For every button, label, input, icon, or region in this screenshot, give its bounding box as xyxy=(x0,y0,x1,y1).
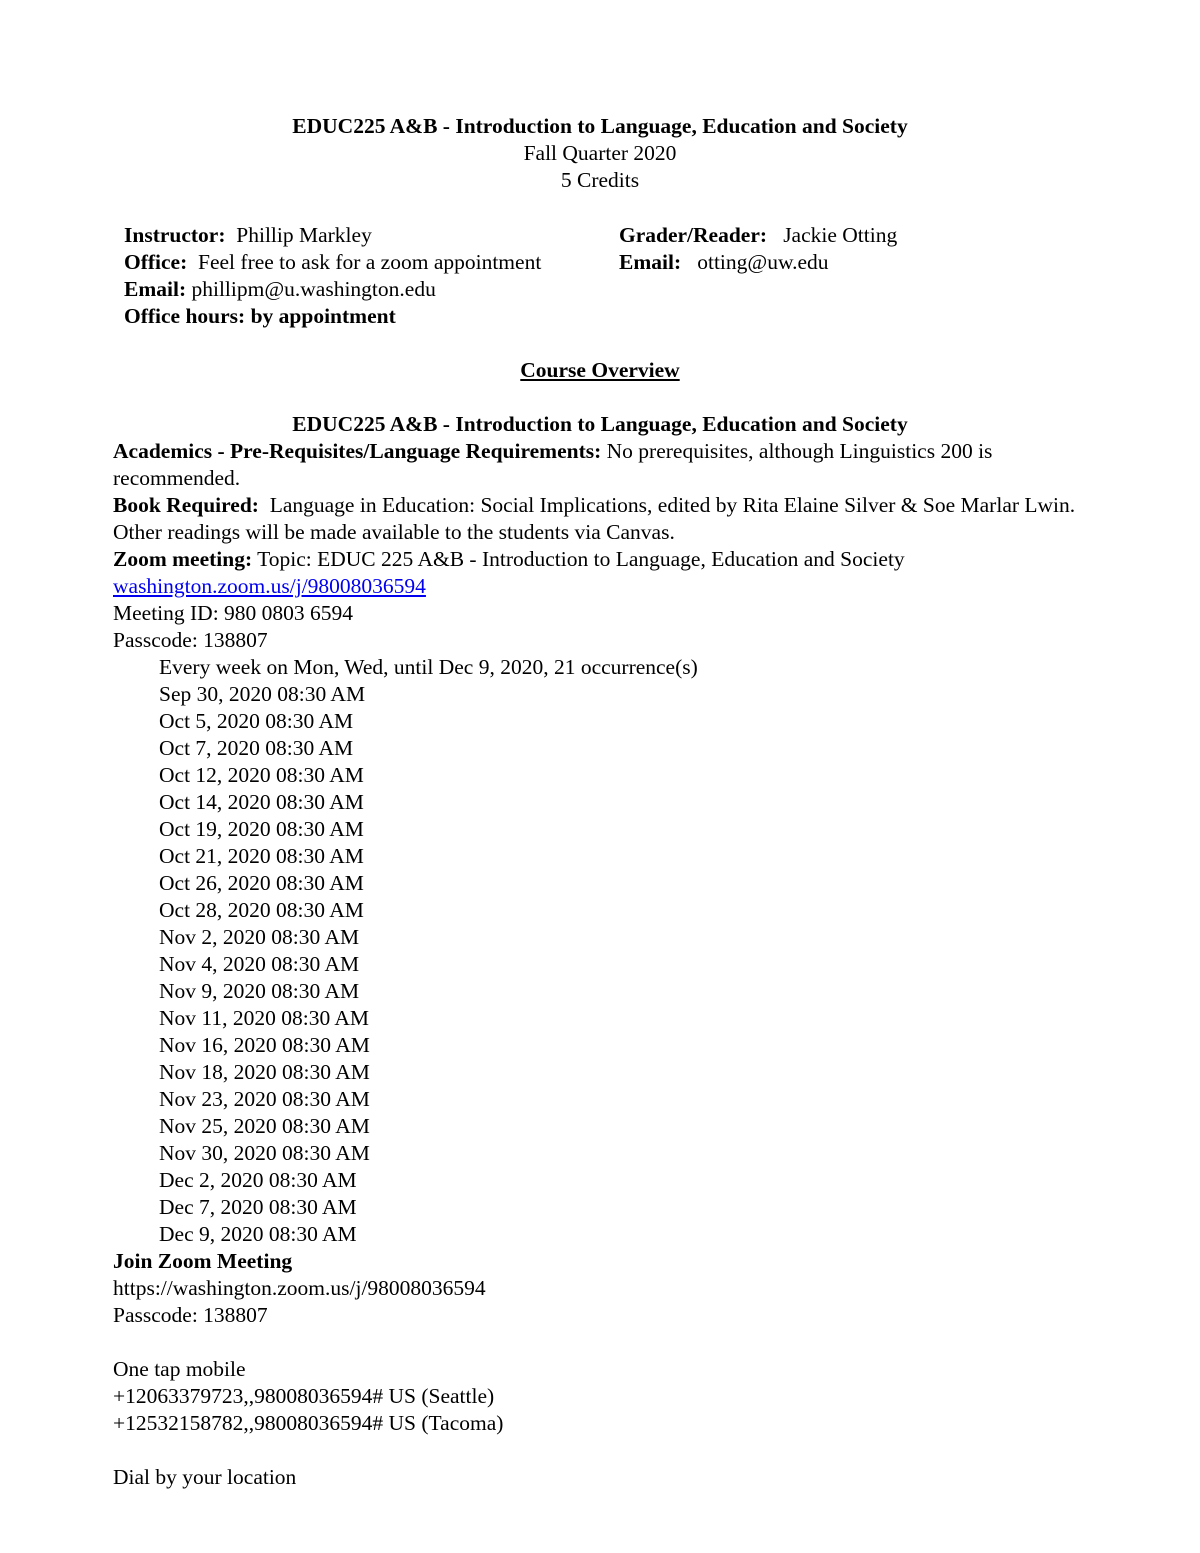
title-block xyxy=(0,113,1200,194)
one-tap-number: +12532158782,,98008036594# US (Tacoma) xyxy=(113,1411,504,1435)
credits: 5 Credits xyxy=(560,168,640,192)
occurrence-item: Oct 28, 2020 08:30 AM xyxy=(159,898,364,922)
grader-email: Email: otting@uw.edu xyxy=(619,250,829,274)
occurrence-item: Oct 26, 2020 08:30 AM xyxy=(159,871,364,895)
course-overview xyxy=(113,411,1093,1491)
grader: Grader/Reader: Jackie Otting xyxy=(619,223,898,247)
occurrence-item: Sep 30, 2020 08:30 AM xyxy=(159,682,366,706)
contact-row xyxy=(124,303,1124,330)
join-url: https://washington.zoom.us/j/98008036594 xyxy=(113,1276,486,1300)
occurrence-item: Nov 2, 2020 08:30 AM xyxy=(159,925,360,949)
quarter: Fall Quarter 2020 xyxy=(523,141,677,165)
book-required: Book Required: Language in Education: Social Implications, edited by Rita Elaine Silver & Soe Marlar Lwin. Other readings will be made available to the students via Canvas. xyxy=(113,493,1076,544)
occurrence-item: Nov 23, 2020 08:30 AM xyxy=(159,1087,370,1111)
section-heading: Course Overview xyxy=(520,358,680,382)
occurrence-item: Nov 30, 2020 08:30 AM xyxy=(159,1141,370,1165)
contact-row xyxy=(124,276,1124,303)
office: Office: Feel free to ask for a zoom appointment xyxy=(124,250,542,274)
instructor: Instructor: Phillip Markley xyxy=(124,223,372,247)
contact-row xyxy=(124,222,1124,249)
recurrence: Every week on Mon, Wed, until Dec 9, 2020, 21 occurrence(s) xyxy=(159,655,698,679)
occurrence-item: Oct 5, 2020 08:30 AM xyxy=(159,709,354,733)
spacer xyxy=(113,1329,1093,1356)
occurrence-item: Nov 4, 2020 08:30 AM xyxy=(159,952,360,976)
zoom-meeting: Zoom meeting: Topic: EDUC 225 A&B - Introduction to Language, Education and Society xyxy=(113,547,905,571)
contact-block xyxy=(124,222,1124,330)
occurrence-item: Nov 11, 2020 08:30 AM xyxy=(159,1006,370,1030)
occurrence-item: Nov 25, 2020 08:30 AM xyxy=(159,1114,370,1138)
overview-course-title: EDUC225 A&B - Introduction to Language, Education and Society xyxy=(292,412,908,436)
occurrence-item: Nov 16, 2020 08:30 AM xyxy=(159,1033,370,1057)
one-tap-label: One tap mobile xyxy=(113,1357,246,1381)
occurrence-list xyxy=(113,681,1093,1248)
one-tap-number: +12063379723,,98008036594# US (Seattle) xyxy=(113,1384,495,1408)
dial-label: Dial by your location xyxy=(113,1465,297,1489)
contact-row xyxy=(124,249,1124,276)
occurrence-item: Oct 21, 2020 08:30 AM xyxy=(159,844,364,868)
join-passcode: Passcode: 138807 xyxy=(113,1303,268,1327)
occurrence-item: Nov 9, 2020 08:30 AM xyxy=(159,979,360,1003)
instructor-email: Email: phillipm@u.washington.edu xyxy=(124,277,436,301)
zoom-link-line xyxy=(113,573,1093,600)
occurrence-item: Dec 7, 2020 08:30 AM xyxy=(159,1195,357,1219)
occurrence-item: Dec 2, 2020 08:30 AM xyxy=(159,1168,357,1192)
occurrence-item: Dec 9, 2020 08:30 AM xyxy=(159,1222,357,1246)
occurrence-item: Nov 18, 2020 08:30 AM xyxy=(159,1060,370,1084)
occurrence-item: Oct 12, 2020 08:30 AM xyxy=(159,763,364,787)
course-title: EDUC225 A&B - Introduction to Language, Education and Society xyxy=(292,114,908,138)
zoom-link[interactable]: washington.zoom.us/j/98008036594 xyxy=(113,574,426,598)
passcode: Passcode: 138807 xyxy=(113,628,268,652)
occurrence-item: Oct 7, 2020 08:30 AM xyxy=(159,736,354,760)
office-hours: Office hours: by appointment xyxy=(124,304,396,328)
occurrence-item: Oct 19, 2020 08:30 AM xyxy=(159,817,364,841)
occurrence-item: Oct 14, 2020 08:30 AM xyxy=(159,790,364,814)
one-tap-list xyxy=(113,1383,1093,1437)
join-heading: Join Zoom Meeting xyxy=(113,1249,293,1273)
spacer xyxy=(113,1437,1093,1464)
prerequisites: Academics - Pre-Requisites/Language Requirements: No prerequisites, although Linguistics 200 is recommended. xyxy=(113,439,993,490)
meeting-id: Meeting ID: 980 0803 6594 xyxy=(113,601,354,625)
